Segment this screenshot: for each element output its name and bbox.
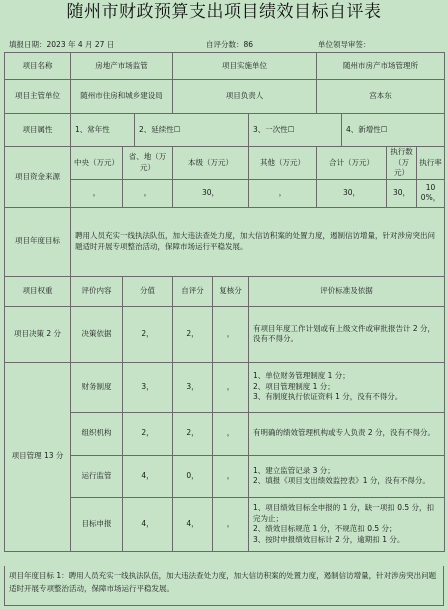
self-score: 自评分数：86 <box>206 40 254 49</box>
funds-value-rate: 100%， <box>417 179 445 207</box>
eval-score: 4， <box>123 497 173 551</box>
project-name-value: 房地产市场监管 <box>71 53 173 80</box>
attr-option-continuing: 2、延续性☐ <box>135 114 249 147</box>
eval-content: 运行监管 <box>71 455 123 497</box>
supervisor-label: 项目主管单位 <box>5 80 71 114</box>
eval-score: 4， <box>123 455 173 497</box>
eval-header-self: 自评分 <box>173 276 213 306</box>
attr-option-onetime: 3、一次性☐ <box>249 114 342 147</box>
eval-criteria: 1、单位财务管理制度 1 分； 2、项目管理制度 1 分； 3、有制度执行依证资料 1 分，没有不得分。 <box>249 362 445 412</box>
funds-value-central: ， <box>71 179 123 207</box>
funds-header-province: 省、地（万元） <box>123 147 173 180</box>
owner-label: 项目负责人 <box>173 80 317 114</box>
report-date: 填报日期：2023 年 4 月 27 日 <box>9 40 115 49</box>
eval-review-score: ， <box>213 412 249 455</box>
eval-criteria: 有项目年度工作计划或有上级文件或审批报告计 2 分，没有不得分。 <box>249 306 445 362</box>
attr-label: 项目属性 <box>5 114 71 147</box>
eval-header-content: 评价内容 <box>71 276 123 306</box>
eval-review-score: ， <box>213 497 249 551</box>
eval-content: 决策依据 <box>71 306 123 362</box>
eval-score: 2， <box>123 412 173 455</box>
funds-header-central: 中央（万元） <box>71 147 123 180</box>
funds-header-other: 其他（万元） <box>249 147 317 180</box>
impl-unit-label: 项目实施单位 <box>173 53 317 80</box>
funds-value-executed: 30， <box>387 179 417 207</box>
eval-self-score: 0， <box>173 455 213 497</box>
project-name-label: 项目名称 <box>5 53 71 80</box>
impl-unit-value: 随州市房产市场管理所 <box>317 53 445 80</box>
eval-criteria: 1、项目绩效目标全申报的 1 分，缺一项扣 0.5 分，扣完为止； 2、绩效目标规范 1 分，不规范扣 0.5 分； 3、按时申报绩效目标计 2 分，逾期扣 1 分。 <box>249 497 445 551</box>
funds-value-province: ， <box>123 179 173 207</box>
eval-self-score: 4， <box>173 497 213 551</box>
mgmt-group-label: 项目管理 13 分 <box>5 362 71 551</box>
eval-self-score: 2， <box>173 412 213 455</box>
annual-goal-text: 聘用人员充实一线执法队伍，加大违法查处力度，加大信访积案的处置力度，遏制信访增量，针对涉房突出问题适时开展专项整治活动，保障市场运行平稳发展。 <box>71 207 445 276</box>
funds-header-executed: 执行数（万元） <box>387 147 417 180</box>
supervisor-value: 随州市住房和城乡建设局 <box>71 80 173 114</box>
funds-label: 项目资金来源 <box>5 147 71 208</box>
leader-sign: 单位领导审签： <box>318 40 371 49</box>
eval-review-score: ， <box>213 306 249 362</box>
eval-header-criteria: 评价标准及依据 <box>249 276 445 306</box>
eval-header-review: 复核分 <box>213 276 249 306</box>
eval-criteria: 1、建立监管记录 3 分； 2、填报《项目支出绩效监控表》1 分，没有不得分。 <box>249 455 445 497</box>
eval-content: 财务制度 <box>71 362 123 412</box>
eval-review-score: ， <box>213 362 249 412</box>
annual-goal-label: 项目年度目标 <box>5 207 71 276</box>
funds-header-total: 合计（万元） <box>317 147 387 180</box>
footer-annual-goal: 项目年度目标 1：聘用人员充实一线执法队伍，加大违法查处力度，加大信访积案的处置力度，遏制信访增量，针对涉房突出问题适时开展专项整治活动，保障市场运行平稳发展。 <box>4 566 444 606</box>
funds-value-local: 30， <box>173 179 249 207</box>
eval-content: 目标申报 <box>71 497 123 551</box>
eval-criteria: 有明确的绩效管理机构或专人负责 2 分，没有不得分。 <box>249 412 445 455</box>
evaluation-table <box>4 52 445 552</box>
decision-group-label: 项目决策 2 分 <box>5 306 71 362</box>
eval-review-score: ， <box>213 455 249 497</box>
funds-header-rate: 执行率 <box>417 147 445 180</box>
eval-score: 2， <box>123 306 173 362</box>
eval-header-score: 分值 <box>123 276 173 306</box>
attr-option-recurring: 1、常年性 <box>71 114 135 147</box>
eval-header-weight: 项目权重 <box>5 276 71 306</box>
funds-header-local: 本级（万元） <box>173 147 249 180</box>
eval-self-score: 3， <box>173 362 213 412</box>
owner-value: 宫本东 <box>317 80 445 114</box>
eval-self-score: 2， <box>173 306 213 362</box>
eval-score: 3， <box>123 362 173 412</box>
eval-content: 组织机构 <box>71 412 123 455</box>
page-title: 随州市财政预算支出项目绩效目标自评表 <box>66 2 382 22</box>
funds-value-total: 30， <box>317 179 387 207</box>
funds-value-other: ， <box>249 179 317 207</box>
attr-option-new: 4、新增性☐ <box>342 114 445 147</box>
